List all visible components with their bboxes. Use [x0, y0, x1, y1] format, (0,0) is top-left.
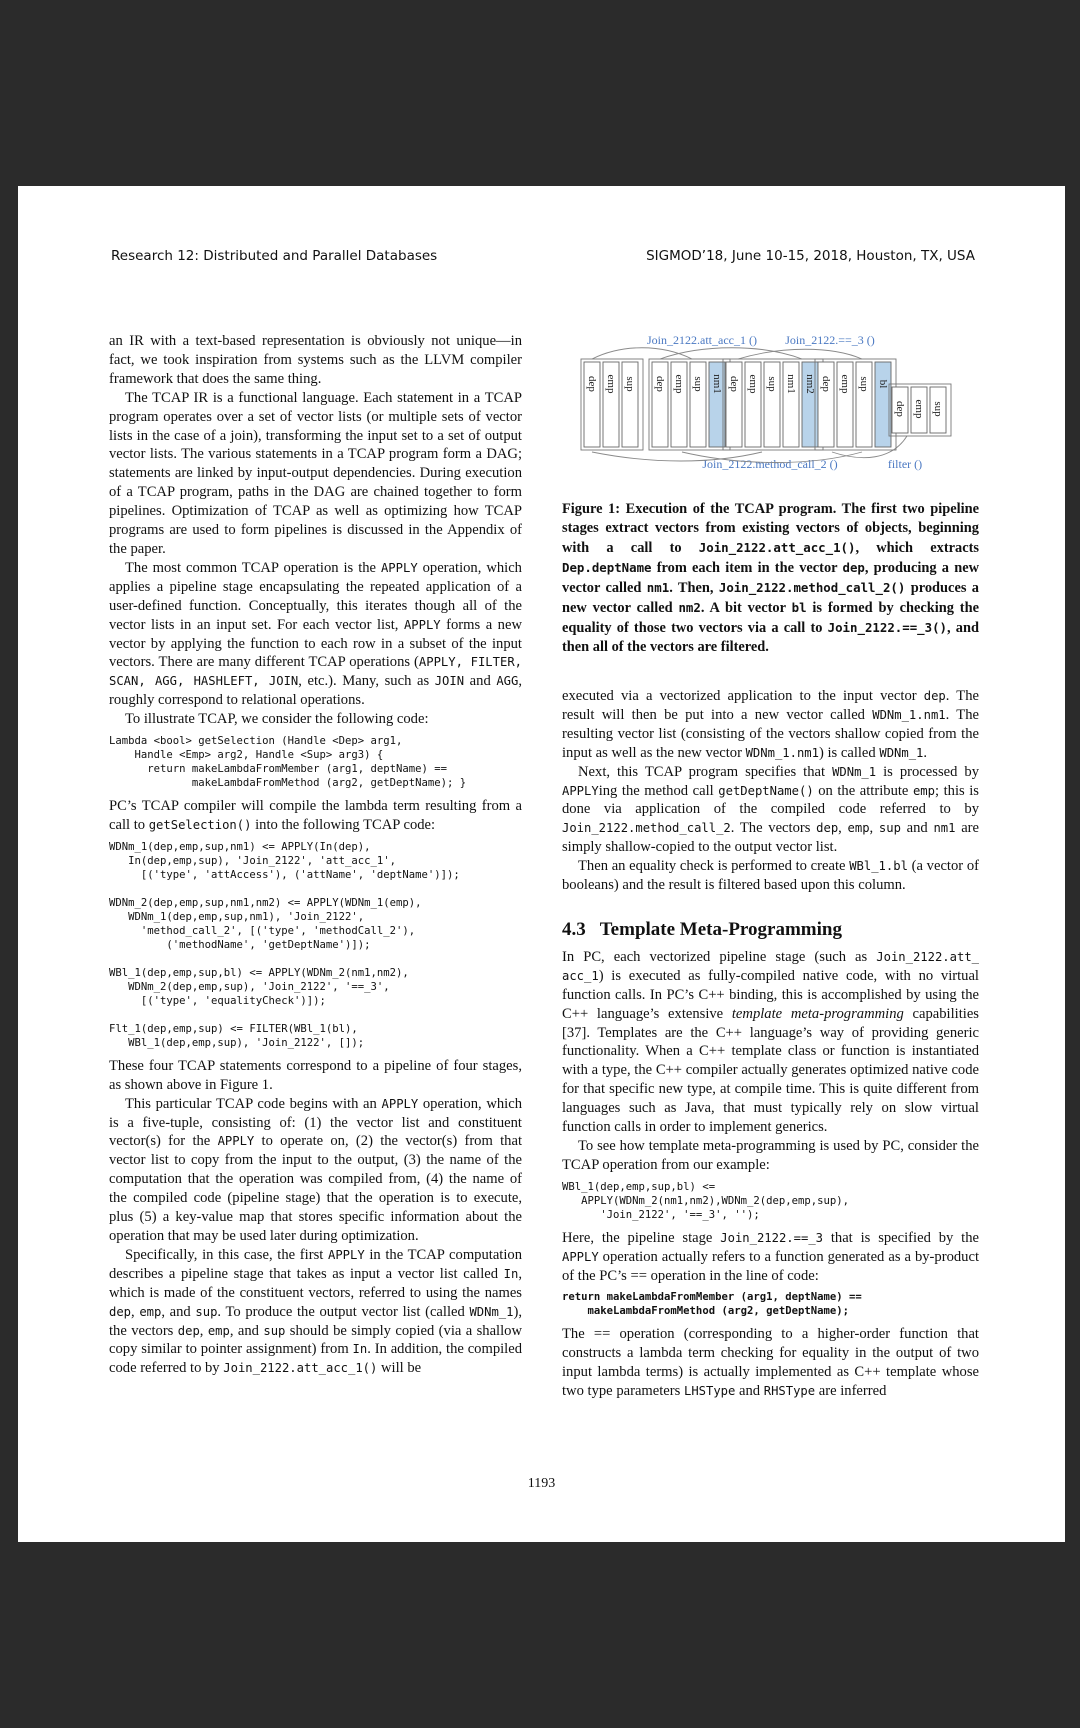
vector-label-emp: emp — [913, 399, 925, 419]
figure-1-diagram — [562, 332, 979, 480]
code-listing-return: return makeLambdaFromMember (arg1, deptName) == makeLambdaFromMethod (arg2, getDeptName); — [562, 1291, 862, 1318]
vector-dep — [652, 362, 668, 447]
vector-label-sup: sup — [858, 376, 870, 392]
left-column — [109, 332, 522, 1378]
paragraph: To see how template meta-programming is used by PC, consider the TCAP operation from our example: — [562, 1137, 979, 1173]
paragraph: Then an equality check is performed to create WBl_1.bl (a vector of booleans) and the result is filtered based upon this column. — [562, 858, 980, 894]
paragraph: The == operation (corresponding to a higher-order function that constructs a lambda term checking for equality in the output of two input lambda terms) is actually implemented as C++ template whose two type parameters LHSType and RHSType are inferred — [562, 1326, 979, 1400]
paragraph: Here, the pipeline stage Join_2122.==_3 that is specified by the APPLY operation actually refers to a function generated as a by-product of the PC’s == operation in the line of code: — [562, 1229, 979, 1284]
section-heading: 4.3 Template Meta-Programming — [562, 918, 842, 940]
paragraph: executed via a vectorized application to the input vector dep. The result will then be put into a new vector called WDNm_1.nm1. The resulting vector list (consisting of the vectors shallow copied from the input as well as the new vector WDNm_1.nm1) is called WDNm_1. — [562, 688, 979, 761]
vector-label-emp: emp — [747, 374, 759, 394]
right-column — [562, 332, 979, 1401]
pipeline-arc-3 — [738, 349, 862, 359]
label-filter: filter () — [887, 457, 923, 471]
vector-label-dep: dep — [654, 376, 666, 392]
figure-1 — [562, 332, 979, 480]
vector-label-emp: emp — [839, 374, 851, 394]
vector-label-dep: dep — [894, 401, 906, 417]
vector-label-bl: bl — [877, 379, 889, 389]
running-header-right: SIGMOD’18, June 10-15, 2018, Houston, TX, USA — [646, 248, 975, 264]
code-listing-tcap: WDNm_1(dep,emp,sup,nm1) <= APPLY(In(dep), In(dep,emp,sup), 'Join_2122', 'att_acc_1', [('type', 'attAccess'), ('attName', 'deptName')]); WDNm_2(dep,emp,sup,nm1,nm2) <= APPLY(WDNm_1(emp), WDNm_1(dep,emp,sup,nm1), 'Join_2122', 'method_call_2', [('type', 'methodCall_2'), ('methodName', 'getDeptName')]); WBl_1(dep,emp,sup,bl) <= APPLY(WDNm_2(nm1,nm2), WDNm_2(dep,emp,sup), 'Join_2122', '==_3', [('type', 'equalityCheck')]); Flt_1(dep,emp,sup) <= FILTER(WBl_1(bl), WBl_1(dep,emp,sup), 'Join_2122', []); — [109, 840, 460, 1049]
vector-sup — [690, 362, 706, 447]
vector-label-sup: sup — [766, 376, 778, 392]
vector-dep — [726, 362, 742, 447]
vector-dep — [818, 362, 834, 447]
paragraph: To illustrate TCAP, we consider the following code: — [125, 711, 429, 728]
paragraph: PC’s TCAP compiler will compile the lambda term resulting from a call to getSelection() into the following TCAP code: — [109, 798, 522, 833]
running-header-left: Research 12: Distributed and Parallel Databases — [111, 248, 438, 264]
vector-groups — [581, 359, 951, 450]
label-method-call: Join_2122.method_call_2 () — [702, 457, 838, 471]
paragraph: an IR with a text-based representation is obviously not unique—in fact, we took inspiration from systems such as the LLVM compiler framework that does the same thing. — [109, 333, 522, 387]
vector-label-sup: sup — [624, 376, 636, 392]
paragraph: Specifically, in this case, the first APPLY in the TCAP computation describes a pipeline stage that takes as input a vector list called In, which is made of the constituent vectors, referred to using the names dep, emp, and sup. To produce the output vector list (called WDNm_1), the vectors dep, emp, and sup should be simply copied (via a shallow copy similar to pointer assignment) from In. In addition, the compiled code referred to by Join_2122.att_acc_1() will be — [109, 1246, 523, 1377]
vector-label-nm1: nm1 — [785, 374, 797, 394]
vector-sup — [764, 362, 780, 447]
figure-caption: Figure 1: Execution of the TCAP program. The first two pipeline stages extract vectors from existing vectors of objects, beginning with a call to Join_2122.att_acc_1(), which extracts Dep.deptName from each item in the vector dep, producing a new vector called nm1. Then, Join_2122.method_call_2() produces a new vector called nm2. A bit vector bl is formed by checking the equality of those two vectors via a call to Join_2122.==_3(), and then all of the vectors are filtered. — [562, 501, 979, 655]
vector-label-nm1: nm1 — [711, 374, 723, 394]
pipeline-arc-1 — [592, 348, 692, 359]
vector-label-sup: sup — [692, 376, 704, 392]
vector-label-nm2: nm2 — [804, 374, 816, 394]
vector-sup — [622, 362, 638, 447]
page-number: 1193 — [527, 1476, 556, 1491]
paragraph: This particular TCAP code begins with an APPLY operation, which is a five-tuple, consisting of: (1) the vector list and constituent vector(s) for the APPLY to operate on, (2) the vector(s) from that vector list to copy from the input to the output, (3) the name of the computation that the operation was compiled from, (4) the name of the compiled code (pipeline stage) that the operation is to execute, plus (5) a key-value map that stores specific information about the operation that may be used later during optimization. — [109, 1095, 522, 1244]
paragraph: These four TCAP statements correspond to a pipeline of four stages, as shown above in Figure 1. — [109, 1057, 522, 1093]
paragraph: The most common TCAP operation is the APPLY operation, which applies a pipeline stage encapsulating the repeated application of a user-defined function. Conceptually, this iterates though all of the vector lists in an input set. For each vector list, APPLY forms a new vector by applying the function to each row in a subset of the input vectors. There are many different TCAP operations (APPLY, FILTER, SCAN, AGG, HASHLEFT, JOIN, etc.). Many, such as JOIN and AGG, roughly correspond to relational operations. — [109, 559, 523, 709]
vector-label-dep: dep — [728, 376, 740, 392]
vector-label-dep: dep — [586, 376, 598, 392]
paper-page — [18, 186, 1065, 1542]
vector-dep — [584, 362, 600, 447]
label-equality: Join_2122.==_3 () — [785, 333, 875, 347]
pipeline-arc-2 — [660, 348, 802, 359]
code-listing-wbl: WBl_1(dep,emp,sup,bl) <= APPLY(WDNm_2(nm1,nm2),WDNm_2(dep,emp,sup), 'Join_2122', '==_3', ''); — [562, 1180, 850, 1221]
vector-sup — [856, 362, 872, 447]
vector-label-emp: emp — [673, 374, 685, 394]
vector-label-sup: sup — [932, 401, 944, 417]
paragraph: Next, this TCAP program specifies that WDNm_1 is processed by APPLYing the method call getDeptName() on the attribute emp; this is done via application of the compiled code referred to by Join_2122.method_call_2. The vectors dep, emp, sup and nm1 are simply shallow-copied to the output vector list. — [562, 763, 980, 856]
vector-label-dep: dep — [820, 376, 832, 392]
paragraph: In PC, each vectorized pipeline stage (such as Join_2122.att_ acc_1) is executed as fully-compiled native code, with no virtual function calls. In PC’s C++ binding, this is accomplished by using the C++ language’s extensive template meta-programming capabilities [37]. Templates are the C++ language’s way of providing generic functionality. When a C++ template class or function is instantiated with a type, the C++ compiler actually generates optimized native code for that specific new type, at compile time. This is quite different from languages such as Java, that must typically rely on slow virtual function calls in order to implement generics. — [562, 948, 979, 1136]
paragraph: The TCAP IR is a functional language. Each statement in a TCAP program operates over a set of vector lists (or multiple sets of vector lists in the case of a join), transforming the input set to a set of output vector lists. The various statements in a TCAP program form a DAG; statements are linked by input-output dependencies. During execution of a TCAP program, paths in the DAG are chained together to form pipelines. Optimization of TCAP as well as optimizing how TCAP programs are used to form pipelines is discussed in the Appendix of the paper. — [109, 389, 522, 557]
label-att-acc: Join_2122.att_acc_1 () — [647, 333, 757, 347]
code-listing-lambda: Lambda <bool> getSelection (Handle <Dep> arg1, Handle <Emp> arg2, Handle <Sup> arg3) { return makeLambdaFromMember (arg1, deptName) == makeLambdaFromMethod (arg2, getDeptName); } — [109, 735, 467, 790]
vector-label-emp: emp — [605, 374, 617, 394]
